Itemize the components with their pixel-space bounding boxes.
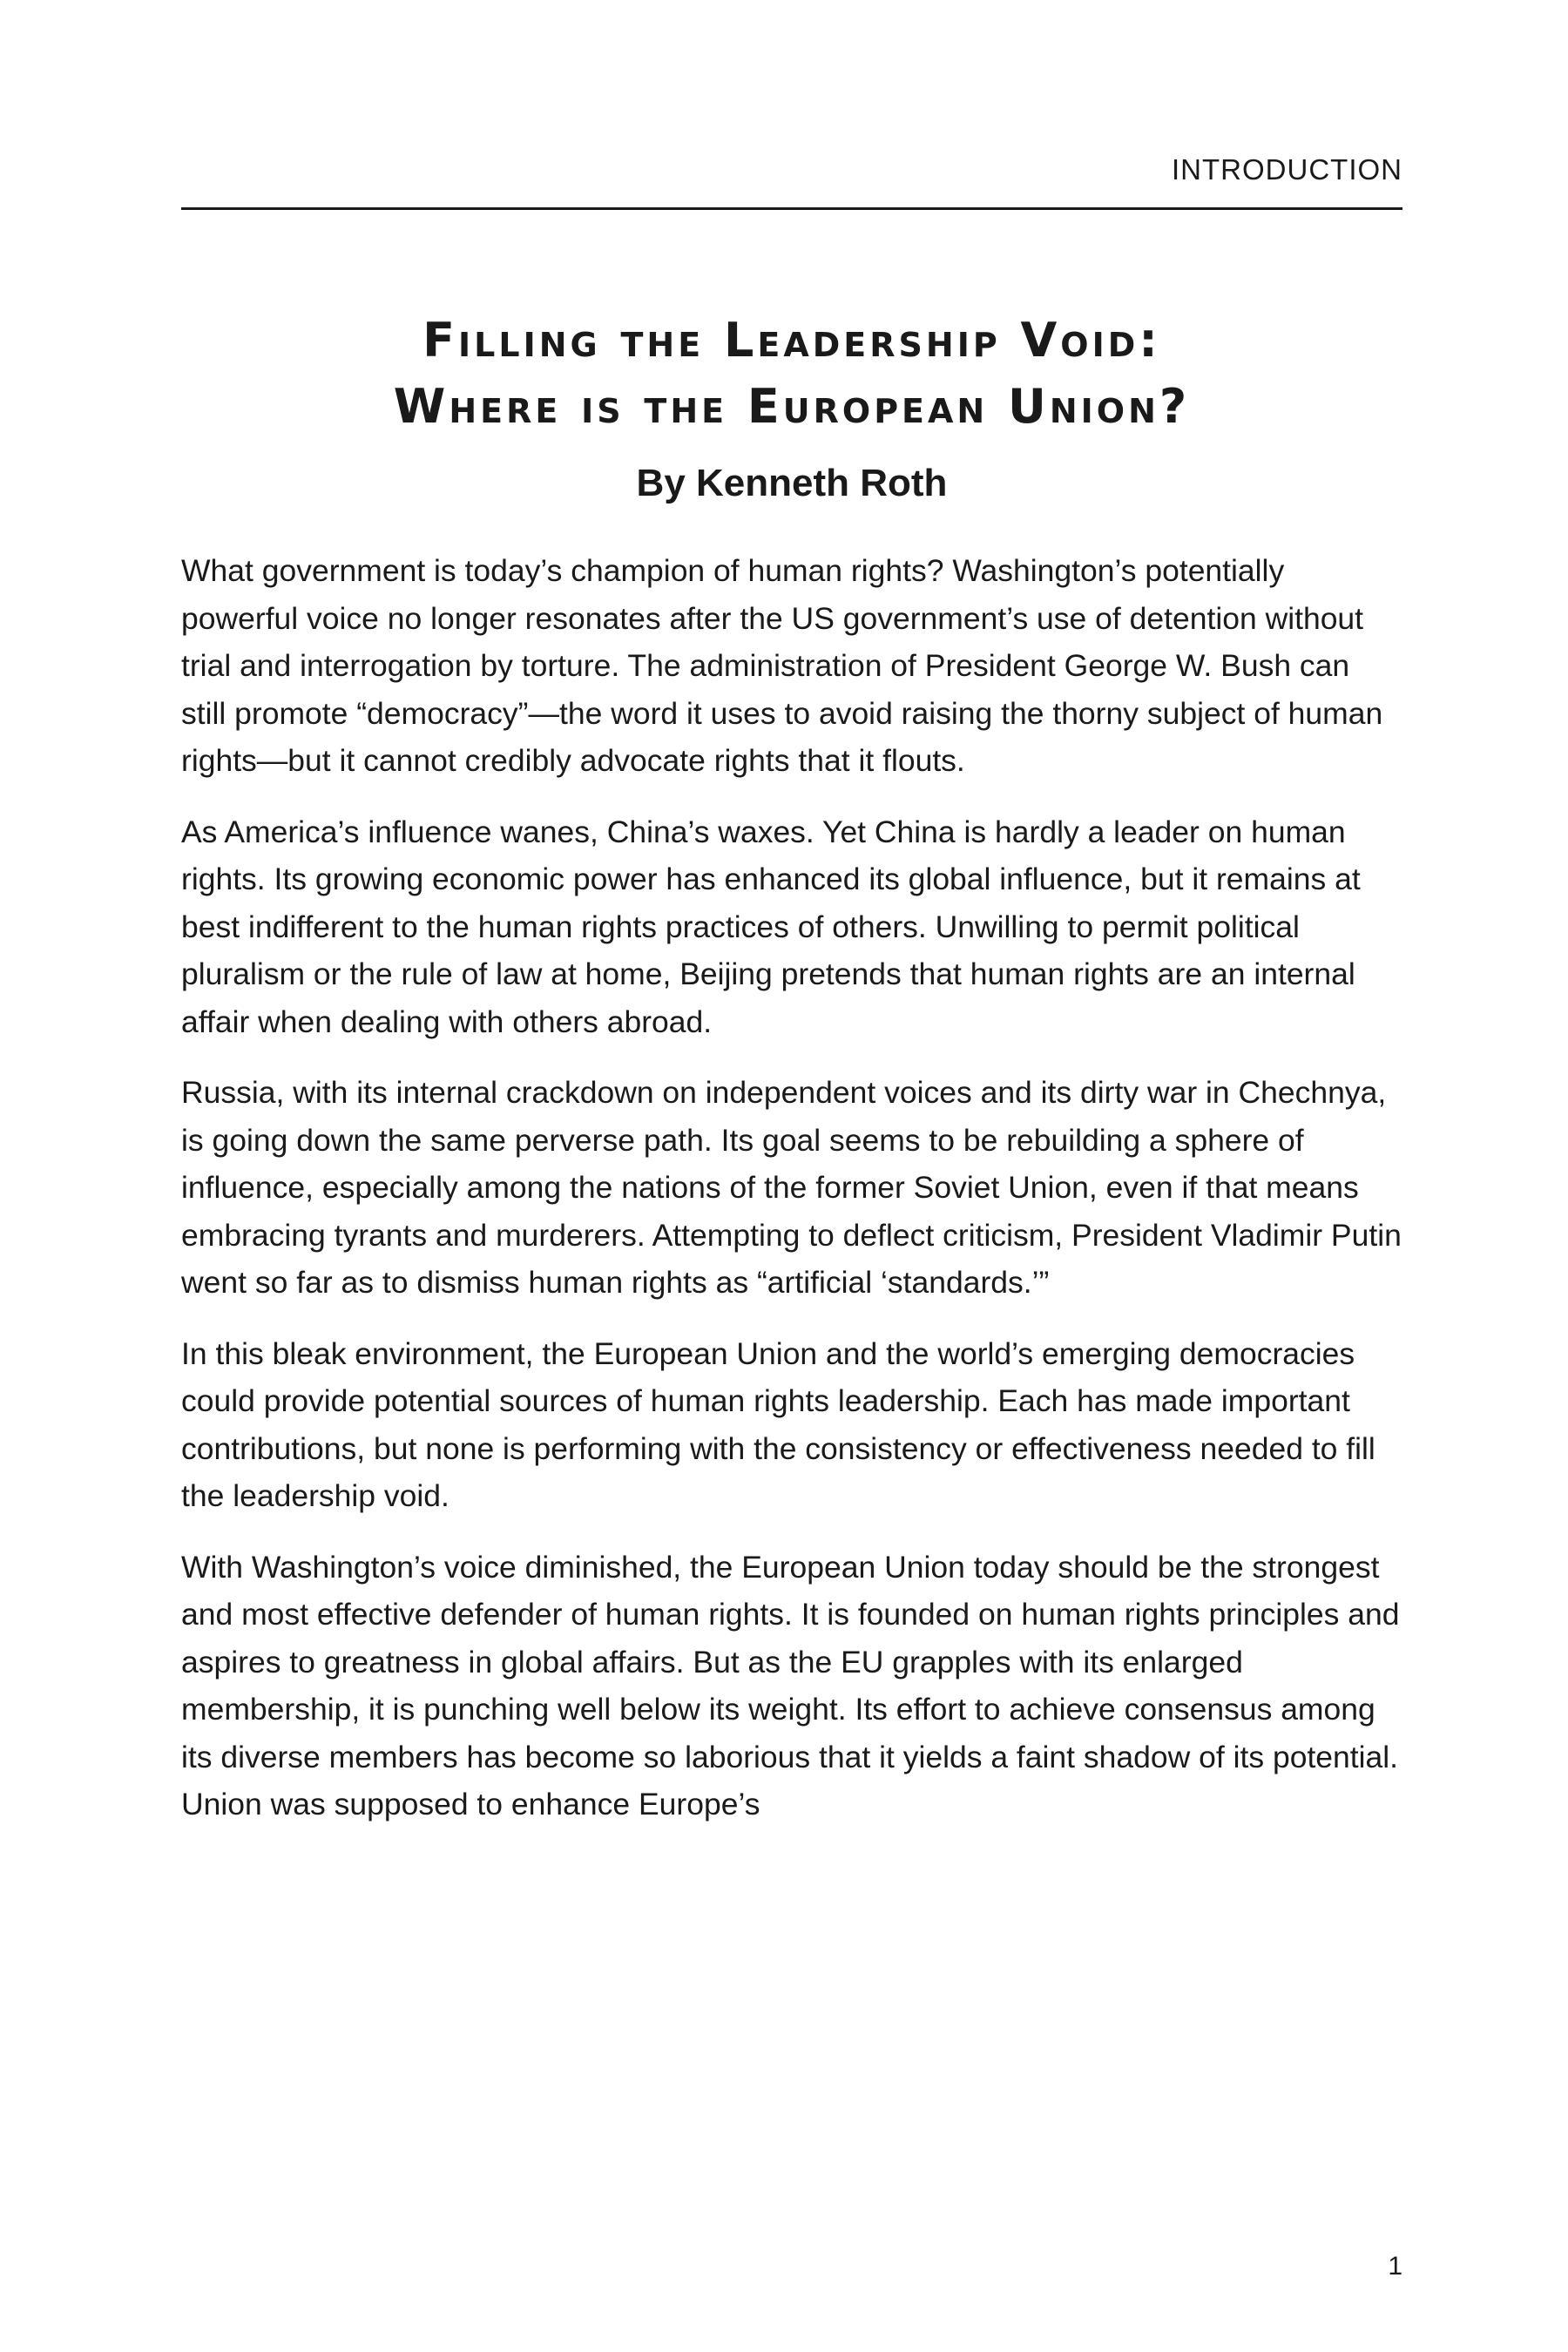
paragraph: With Washington’s voice diminished, the European Union today should be the strongest and most effective defender of human rights. It is founded on human rights principles and aspires to greatness in global affairs. But as the EU grapples with its enlarged membership, it is punching well below its weight. Its effort to achieve consensus among its diverse members has become so laborious that it yields a faint shadow of its potential. Union was supposed to enhance Europe’s — [181, 1549, 1400, 1821]
paragraph: As America’s influence wanes, China’s waxes. Yet China is hardly a leader on human rights. Its growing economic power has enhanced its global influence, but it remains at best indifferent to the human rights practices of others. Unwilling to permit political pluralism or the rule of law at home, Beijing pretends that human rights are an internal affair when dealing with others abroad. — [181, 814, 1361, 1039]
paragraph: What government is today’s champion of human rights? Washington’s potentially powerful voice no longer resonates after the US government’s use of detention without trial and interrogation by torture. The administration of President George W. Bush can still promote “democracy”—the word it uses to avoid raising the thorny subject of human rights—but it cannot credibly advocate rights that it flouts. — [181, 553, 1383, 778]
paragraph: Russia, with its internal crackdown on independent voices and its dirty war in Chechnya, is going down the same perverse path. Its goal seems to be rebuilding a sphere of influence, especially among the nations of the former Soviet Union, even if that means embracing tyrants and murderers. Attempting to deflect criticism, President Vladimir Putin went so far as to dismiss human rights as “artificial ‘standards.’” — [181, 1075, 1402, 1300]
paragraph: In this bleak environment, the European Union and the world’s emerging democracies could provide potential sources of human rights leadership. Each has made important contributions, but none is performing with the consistency or effectiveness needed to fill the leadership void. — [181, 1335, 1375, 1513]
header-rule — [181, 207, 1402, 210]
article-title — [181, 308, 1402, 440]
page-number: 1 — [1388, 2252, 1402, 2281]
title-line-2: Where is the European Union? — [393, 379, 1191, 434]
running-head: INTRODUCTION — [1172, 153, 1402, 186]
byline: By Kenneth Roth — [636, 462, 948, 504]
title-line-1: Filling the Leadership Void: — [422, 313, 1161, 368]
article-body — [181, 547, 1402, 1852]
